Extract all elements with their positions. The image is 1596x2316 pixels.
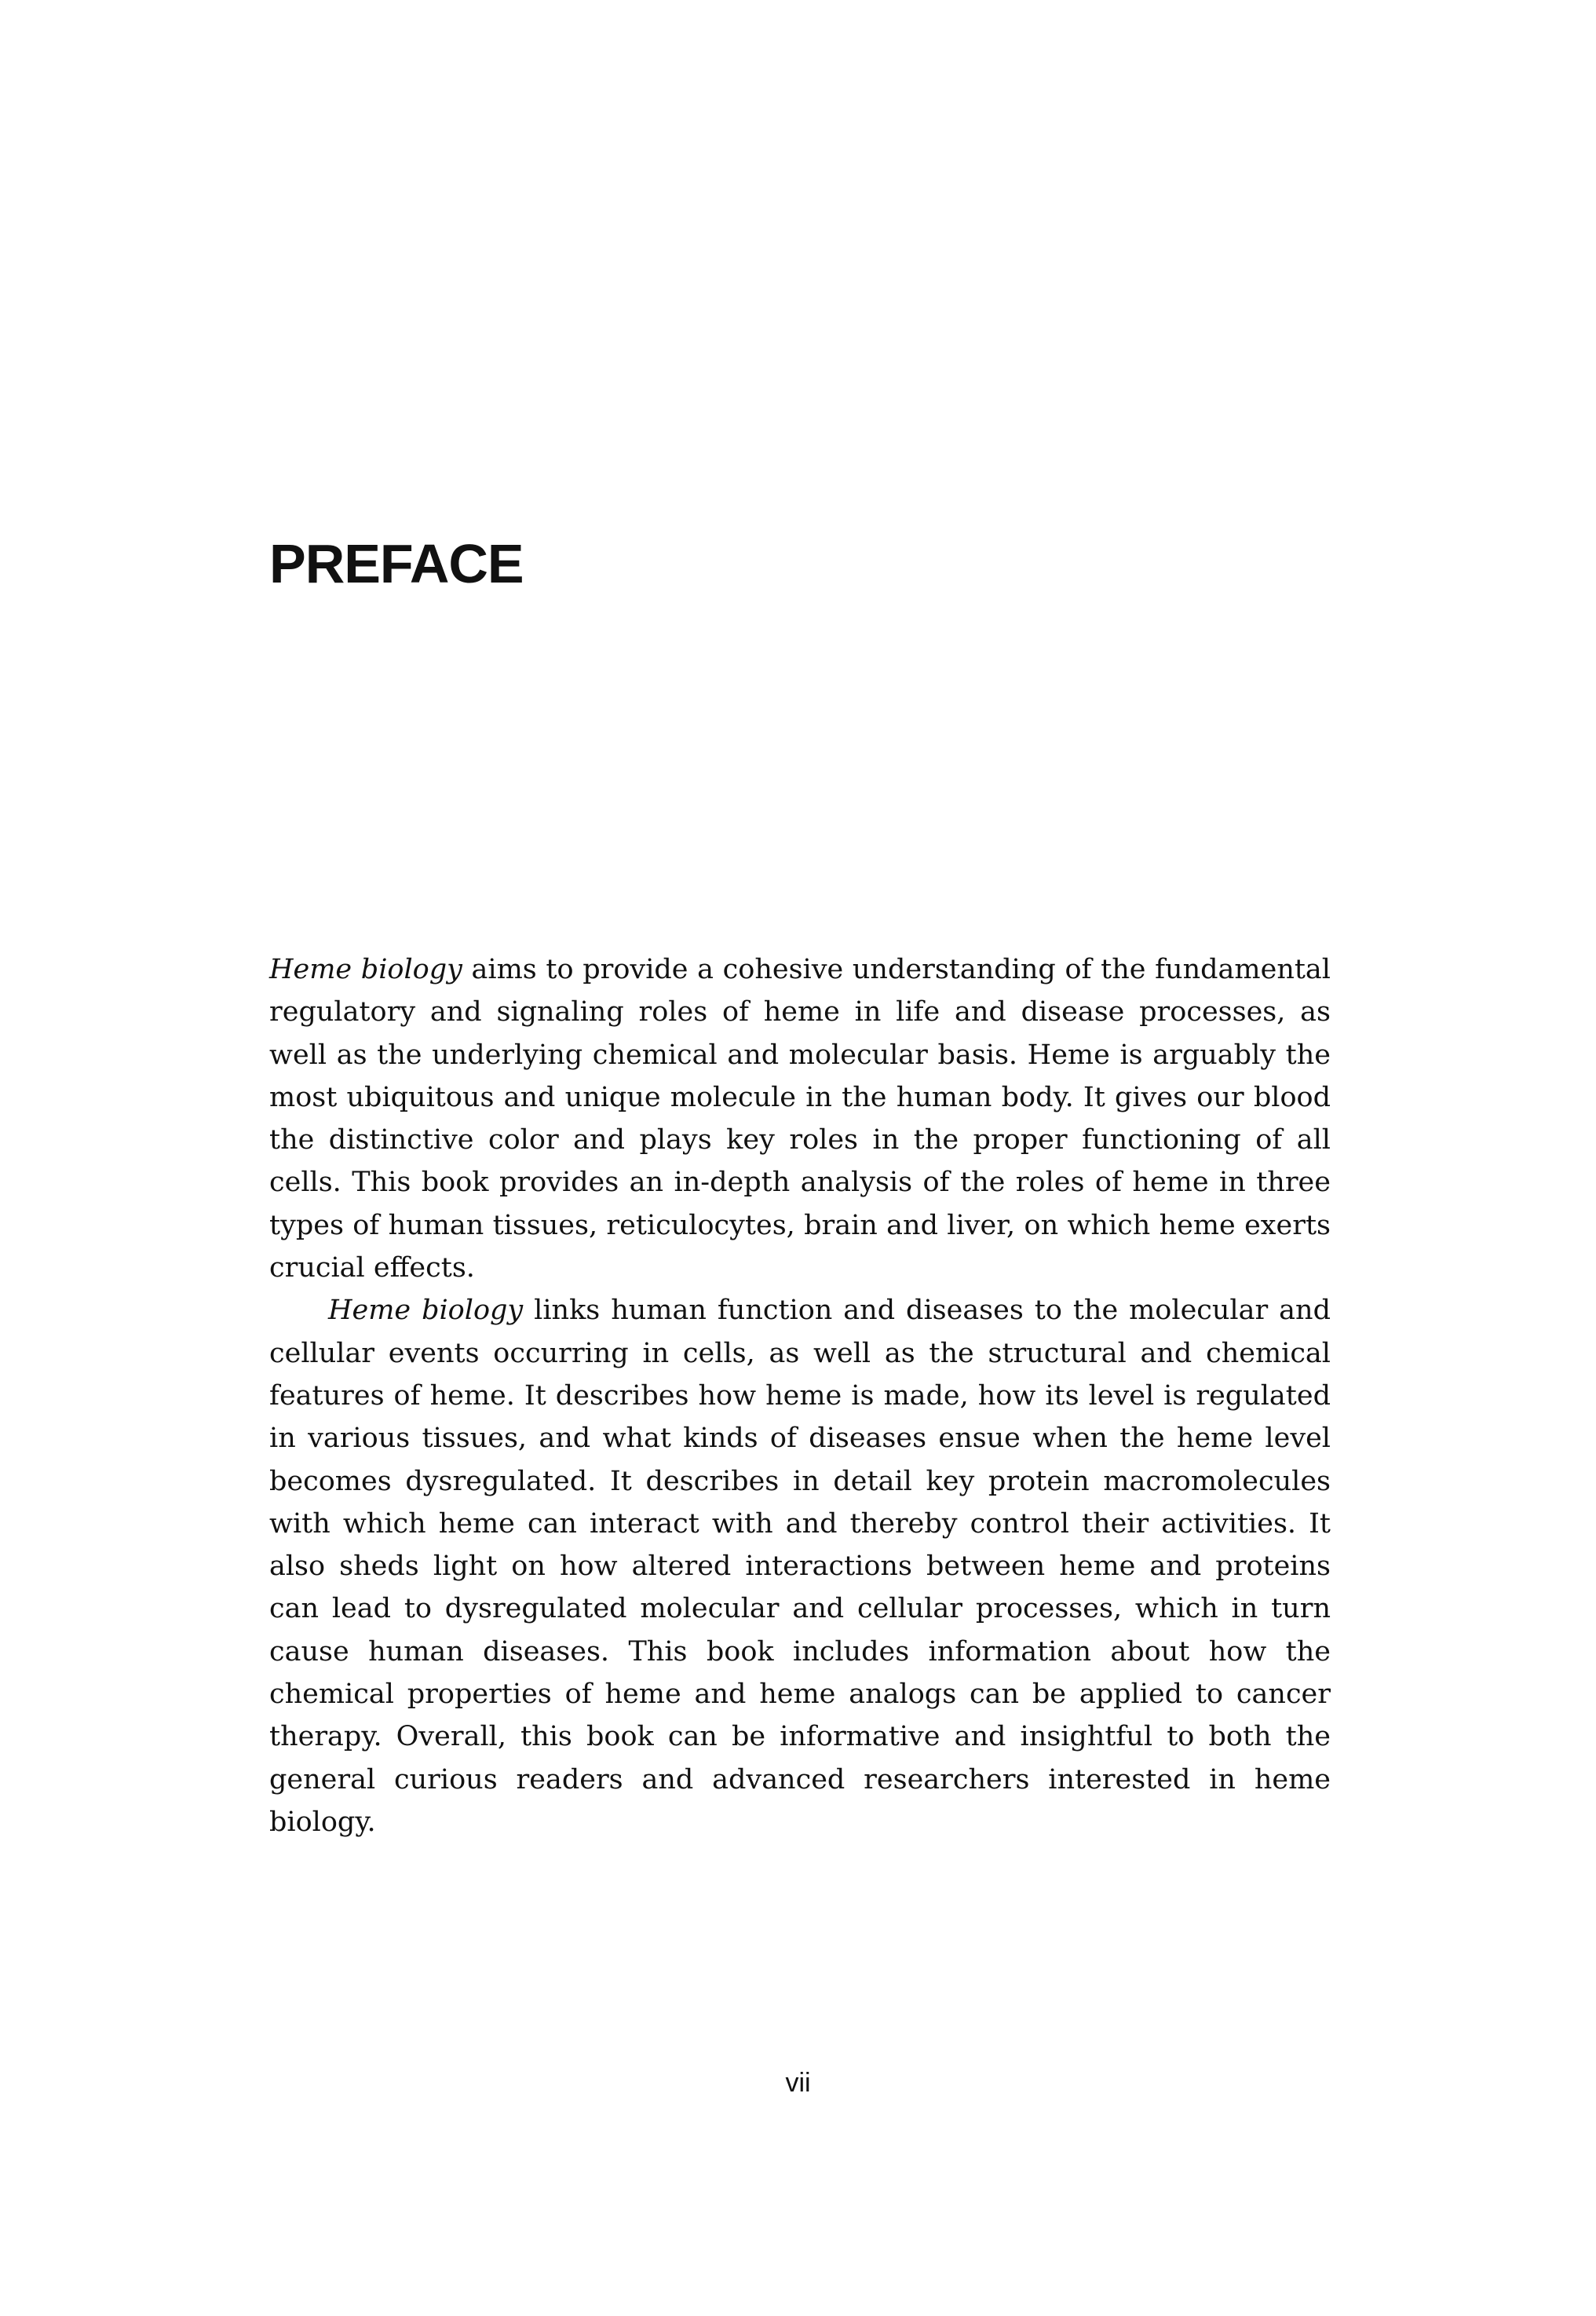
page-title: PREFACE <box>269 533 524 594</box>
book-title-italic: Heme biology <box>269 954 462 985</box>
preface-body <box>269 948 1331 1843</box>
paragraph-2-text: links human function and diseases to the molecular and cellular events occurring in cells, as well as the structural and chemical features of heme. It describes how heme is made, how its level is regulated in various tissues, and what kinds of diseases ensue when the heme level becomes dysregulated. It describes in detail key protein macromolecules with which heme can interact with and thereby control their activities. It also sheds light on how altered interactions between heme and proteins can lead to dysregulated molecular and cellular processes, which in turn cause human diseases. This book includes information about how the chemical properties of heme and heme analogs can be applied to cancer therapy. Overall, this book can be informative and insightful to both the general curious readers and advanced researchers interested in heme biology. <box>269 1295 1331 1838</box>
book-title-italic: Heme biology <box>328 1295 524 1327</box>
paragraph-1-text: aims to provide a cohesive understanding of the fundamental regulatory and signaling roles of heme in life and disease processes, as well as the underlying chemical and molecular basis. Heme is arguably the most ubiquitous and unique molecule in the human body. It gives our blood the distinctive color and plays key roles in the proper functioning of all cells. This book provides an in-depth analysis of the roles of heme in three types of human tissues, reticulocytes, brain and liver, on which heme exerts crucial effects. <box>269 954 1331 1284</box>
paragraph-1 <box>269 948 1331 1289</box>
page-number: vii <box>785 2068 811 2098</box>
paragraph-2 <box>269 1289 1331 1843</box>
